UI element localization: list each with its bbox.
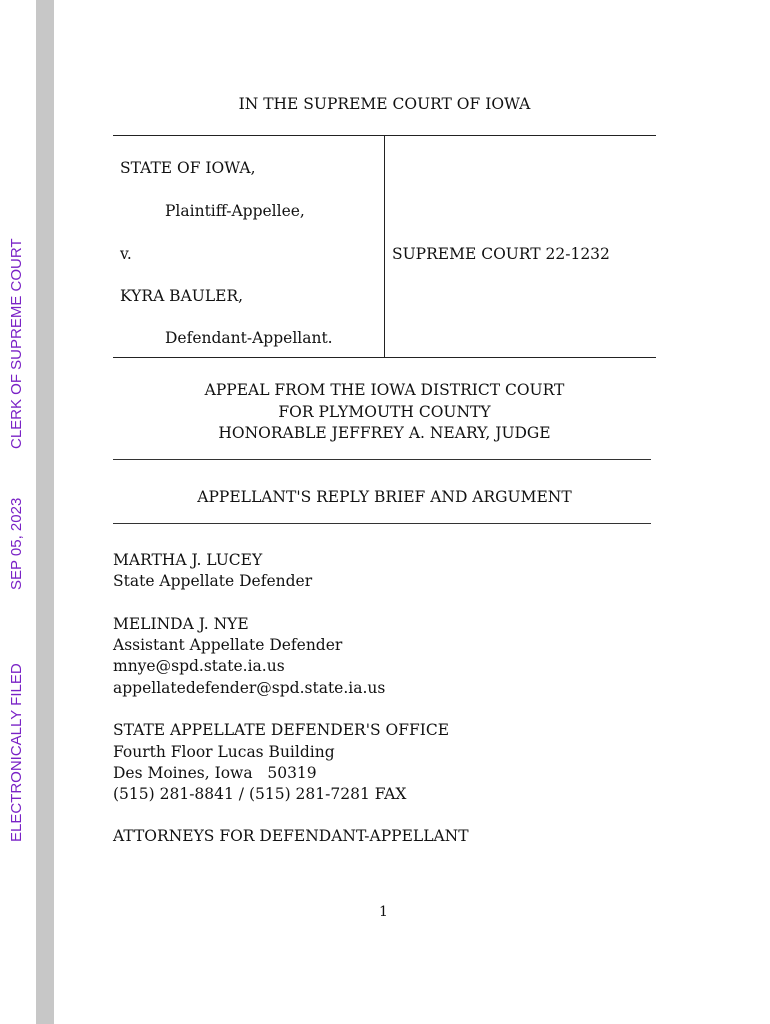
counsel2-name: MELINDA J. NYE <box>113 615 249 633</box>
counsel2-title: Assistant Appellate Defender <box>113 636 343 654</box>
brief-underline <box>113 523 651 524</box>
office-phone: (515) 281-8841 / (515) 281-7281 FAX <box>113 785 407 803</box>
office-city: Des Moines, Iowa 50319 <box>113 764 317 782</box>
counsel2-email: mnye@spd.state.ia.us <box>113 657 285 675</box>
stamp-clerk: CLERK OF SUPREME COURT <box>8 238 25 449</box>
defendant-role: Defendant-Appellant. <box>165 329 333 347</box>
attorneys-for: ATTORNEYS FOR DEFENDANT-APPELLANT <box>113 827 469 845</box>
brief-title: APPELLANT'S REPLY BRIEF AND ARGUMENT <box>197 488 572 506</box>
plaintiff-name: STATE OF IOWA, <box>120 159 256 177</box>
appeal-line-2: FOR PLYMOUTH COUNTY <box>278 403 491 421</box>
caption-bottom-rule <box>113 357 656 358</box>
defendant-name: KYRA BAULER, <box>120 287 244 305</box>
appeal-line-1: APPEAL FROM THE IOWA DISTRICT COURT <box>204 381 565 399</box>
appeal-line-3: HONORABLE JEFFREY A. NEARY, JUDGE <box>218 424 551 442</box>
caption-divider <box>384 135 385 357</box>
appeal-underline <box>113 459 651 460</box>
plaintiff-role: Plaintiff-Appellee, <box>165 202 305 220</box>
case-number: SUPREME COURT 22-1232 <box>392 245 610 263</box>
counsel1-name: MARTHA J. LUCEY <box>113 551 263 569</box>
counsel1-title: State Appellate Defender <box>113 572 313 590</box>
stamp-filed: ELECTRONICALLY FILED <box>8 663 25 842</box>
margin-gray-bar <box>36 0 54 1024</box>
stamp-date: SEP 05, 2023 <box>8 497 25 590</box>
office-email: appellatedefender@spd.state.ia.us <box>113 679 386 697</box>
office-building: Fourth Floor Lucas Building <box>113 743 335 761</box>
filing-stamp <box>0 0 36 1024</box>
office-name: STATE APPELLATE DEFENDER'S OFFICE <box>113 721 450 739</box>
court-heading: IN THE SUPREME COURT OF IOWA <box>238 95 531 113</box>
versus: v. <box>120 245 132 263</box>
page-number: 1 <box>379 904 388 920</box>
